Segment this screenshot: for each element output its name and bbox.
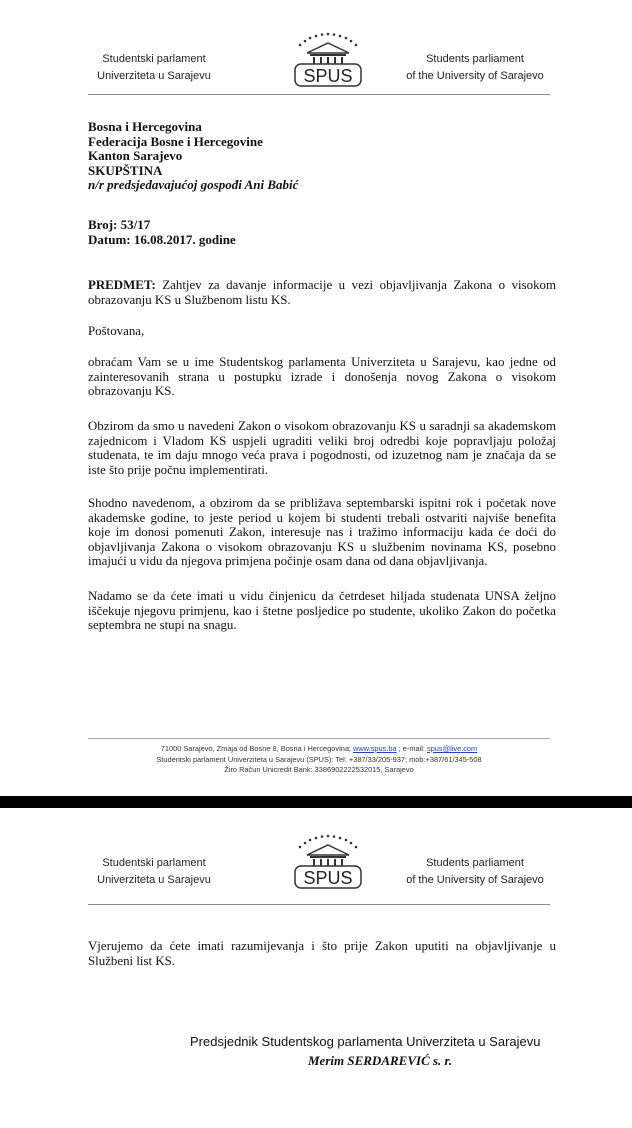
footer-email-link[interactable]: spus@live.com	[426, 744, 478, 753]
recipient-federation: Federacija Bosne i Hercegovine	[88, 133, 263, 149]
signature-name: Merim SERDAREVIĆ s. r.	[308, 1053, 453, 1068]
spus-logo-text: SPUS	[303, 868, 353, 888]
paragraph-1	[88, 355, 556, 399]
footer-contact: Studentski parlament Univerziteta u Sarajevu (SPUS): Tel: +387/33/205-937; mob:+387/61/345-508	[156, 754, 482, 764]
recipient-assembly: SKUPŠTINA	[88, 162, 163, 178]
reference-block	[88, 218, 236, 247]
header-divider	[88, 94, 550, 95]
recipient-country: Bosna i Hercegovina	[88, 119, 202, 134]
paragraph-1-text: obraćam Vam se u ime Studentskog parlamenta Univerziteta u Sarajevu, kao jedne od zainteresovanih strana u postupku izrade i donošenja novog Zakona o visokom obrazovanju KS.	[88, 355, 556, 399]
paragraph-2-text: Obzirom da smo u navedeni Zakon o visokom obrazovanju KS u saradnji sa akademskom zajednicom i Vladom KS uspjeli ugraditi veliki broj odredbi koje popravljaju položaj studenata, te im daju mnogo veća prava i pogodnosti, od izuzetnog nam je značaja da se iste što prije počnu implementirati.	[88, 419, 556, 477]
footer	[88, 744, 550, 776]
header-right-line1: Students parliament	[426, 53, 524, 65]
paragraph-2	[88, 419, 556, 477]
spus-logo	[283, 31, 373, 91]
paragraph-5-text: Vjerujemo da ćete imati razumijevanja i što prije Zakon uputiti na objavljivanje u Službeni list KS.	[88, 939, 556, 968]
header-right-p2	[400, 855, 550, 889]
recipient-attention: n/r predsjedavajućoj gospođi Ani Babić	[88, 177, 299, 193]
footer-bank: Žiro Račun Unicredit Bank: 3386902222532015, Sarajevo	[224, 765, 414, 774]
header-left	[88, 51, 220, 85]
letter-page-2	[0, 808, 632, 1128]
recipient-block	[88, 120, 298, 193]
reference-number: Broj: 53/17	[88, 217, 151, 232]
paragraph-5	[88, 939, 556, 968]
header-divider	[88, 904, 550, 905]
recipient-canton: Kanton Sarajevo	[88, 148, 183, 164]
header-right-line1: Students parliament	[426, 857, 524, 869]
paragraph-3-text: Shodno navedenom, a obzirom da se približava septembarski ispitni rok i početak nove akademske godine, to jeste period u kojem bi studenti trebali ostvariti najviše benefita koje im donosi pomenuti Zakon, interesuje nas i tražimo informaciju kada će doći do objavljivanja Zakona o visokom obrazovanju KS u službenim novinama KS, posebno imajući u vidu da njegova primjena počinje osam dana od dana objavljivanja.	[88, 496, 556, 569]
footer-divider	[88, 738, 550, 739]
header-right	[400, 51, 550, 85]
footer-address: 71000 Sarajevo, Zmaja od Bosne 8, Bosna i Hercegovina;	[160, 744, 354, 753]
header-right-line2: of the University of Sarajevo	[406, 874, 544, 886]
reference-date: Datum: 16.08.2017. godine	[88, 231, 236, 247]
signature-title: Predsjednik Studentskog parlamenta Univerziteta u Sarajevu	[190, 1034, 541, 1049]
paragraph-4-text: Nadamo se da ćete imati u vidu činjenicu da četrdeset hiljada studenata UNSA željno iščekuje njegovu primjenu, kao i štetne posljedice po studente, ukoliko Zakon do početka septembra ne stupi na snagu.	[88, 589, 556, 633]
subject-text: Zahtjev za davanje informacije u vezi objavljivanja Zakona o visokom obrazovanju KS u Službenom listu KS.	[88, 278, 556, 307]
salutation-text: Poštovana,	[88, 324, 145, 338]
subject-line	[88, 278, 556, 307]
header-left-line1: Studentski parlament	[102, 857, 206, 869]
subject-label: PREDMET:	[88, 278, 156, 292]
spus-logo	[283, 833, 373, 893]
footer-email-label: ; e-mail:	[396, 744, 427, 753]
paragraph-4	[88, 589, 556, 633]
header-right-line2: of the University of Sarajevo	[406, 70, 544, 82]
paragraph-3	[88, 496, 556, 569]
salutation	[88, 324, 556, 339]
header-left-line1: Studentski parlament	[102, 53, 206, 65]
header-left-line2: Univerziteta u Sarajevu	[97, 70, 211, 82]
spus-logo-text: SPUS	[303, 66, 353, 86]
footer-address-line	[88, 744, 550, 755]
footer-web-link[interactable]: www.spus.ba	[353, 744, 397, 753]
header-left-line2: Univerziteta u Sarajevu	[97, 874, 211, 886]
header-left-p2	[88, 855, 220, 889]
